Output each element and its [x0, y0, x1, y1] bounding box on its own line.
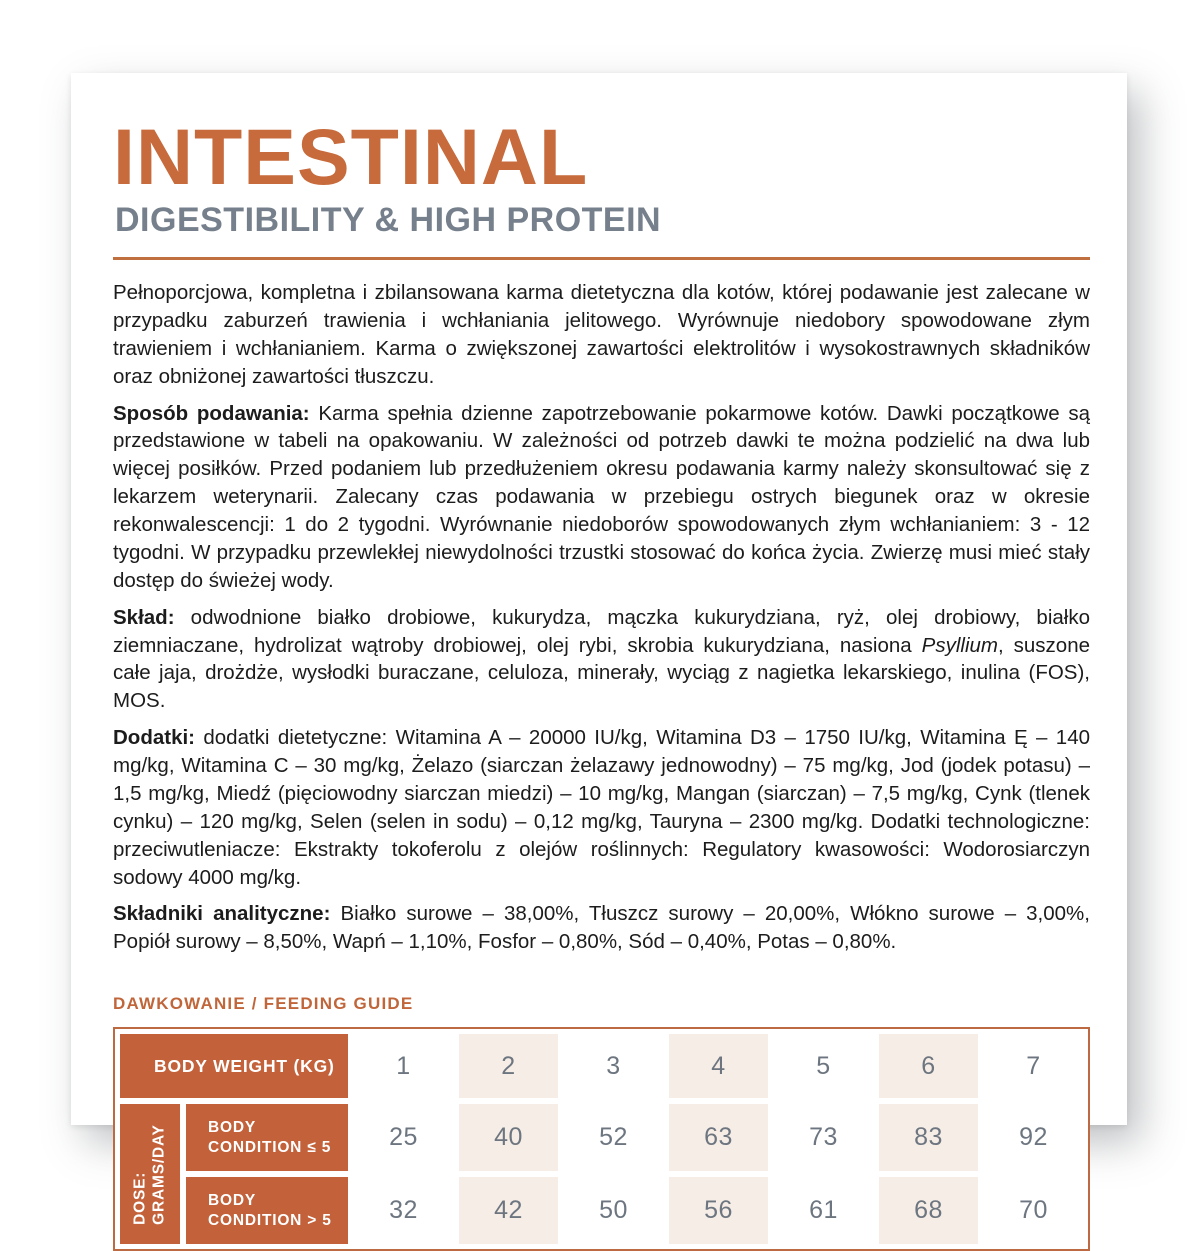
body-weight-header-cell: BODY WEIGHT (KG)	[120, 1034, 348, 1098]
analytical-paragraph: Składniki analityczne: Białko surowe – 38,00%, Tłuszcz surowy – 20,00%, Włókno surowe – 3,00%, Popiół surowy – 8,50%, Wapń – 1,10%, Fosfor – 0,80%, Sód – 0,40%, Potas – 0,80%.	[113, 902, 1090, 954]
feeding-method-paragraph: Sposób podawania: Karma spełnia dzienne zapotrzebowanie pokarmowe kotów. Dawki początkowe są przedstawione w tabeli na opakowaniu. W zależności od potrzeb dawki te można podzielić na dwa lub więcej posiłków. Przed podaniem lub przedłużeniem okresu podawania karmy należy skonsultować się z lekarzem weterynarii. Zalecany czas podawania w przebiegu ostrych biegunek oraz w okresie rekonwalescencji: 1 do 2 tygodni. Wyrównanie niedoborów spowodowanych złym wchłanianiem: 3 - 12 tygodni. W przypadku przewlekłej niewydolności trzustki stosować do końca życia. Zwierzę musi mieć stały dostęp do świeżej wody.	[113, 401, 1090, 592]
body-condition-gt5-cell: BODY CONDITION > 5	[186, 1177, 348, 1244]
dose-cell-value: 63	[669, 1104, 768, 1171]
dose-grams-day-label: DOSE: GRAMS/DAY	[131, 1123, 168, 1225]
dose-labels	[120, 1104, 348, 1244]
dose-cell-value: 68	[879, 1177, 978, 1244]
product-subtitle: DIGESTIBILITY & HIGH PROTEIN	[115, 201, 662, 239]
dose-row-gt5	[348, 1177, 1083, 1244]
feeding-guide-table	[113, 1027, 1090, 1251]
composition-paragraph: Skład: odwodnione białko drobiowe, kukurydza, mączka kukurydziana, ryż, olej drobiowy, białko ziemniaczane, hydrolizat wątroby drobiowej, olej rybi, skrobia kukurydziana, nasiona Psyllium, suszone całe jaja, drożdże, wysłodki buraczane, celuloza, minerały, wyciąg z nagietka lekarskiego, inulina (FOS), MOS.	[113, 605, 1090, 713]
dose-cell-value: 83	[879, 1104, 978, 1171]
intro-paragraph: Pełnoporcjowa, kompletna i zbilansowana karma dietetyczna dla kotów, której podawanie jest zalecane w przypadku zaburzeń trawienia i wchłaniania jelitowego. Wyrównuje niedobory spowodowane złym trawieniem i wchłanianiem. Karma o zwiększonej zawartości elektrolitów i wysokostrawnych składników oraz obniżonej zawartości tłuszczu.	[113, 281, 1090, 388]
dose-row-le5	[348, 1104, 1083, 1171]
composition-label: Skład:	[113, 605, 175, 629]
additives-paragraph: Dodatki: dodatki dietetyczne: Witamina A – 20000 IU/kg, Witamina D3 – 1750 IU/kg, Witamina Ę – 140 mg/kg, Witamina C – 30 mg/kg, Żelazo (siarczan żelazawy jednowodny) – 75 mg/kg, Jod (jodek potasu) – 1,5 mg/kg, Miedź (pięciowodny siarczan miedzi) – 10 mg/kg, Mangan (siarczan) – 7,5 mg/kg, Cynk (tlenek cynku) – 120 mg/kg, Selen (selen in sodu) – 0,12 mg/kg, Tauryna – 2300 mg/kg. Dodatki technologiczne: przeciwutleniacze: Ekstrakty tokoferolu z olejów roślinnych: Regulatory kwasowości: Wodorosiarczyn sodowy 4000 mg/kg.	[113, 726, 1090, 889]
analytical-label: Składniki analityczne:	[113, 902, 331, 926]
dose-cell-value: 40	[459, 1104, 558, 1171]
psyllium-italic: Psyllium	[921, 633, 998, 657]
title-divider	[113, 257, 1090, 260]
dose-values	[348, 1104, 1083, 1244]
condition-labels	[186, 1104, 348, 1244]
dose-cell-value: 52	[599, 1123, 628, 1152]
weight-cell: 4	[669, 1034, 768, 1098]
dose-cell-value: 61	[809, 1196, 838, 1225]
weight-cell: 1	[396, 1051, 411, 1080]
description-text	[113, 279, 1090, 956]
body-weight-row	[120, 1034, 1083, 1098]
dose-cell-value: 50	[599, 1196, 628, 1225]
dose-section	[120, 1104, 1083, 1244]
weight-values	[348, 1034, 1083, 1098]
dose-cell-value: 92	[1019, 1123, 1048, 1152]
weight-cell: 7	[1026, 1051, 1041, 1080]
dose-cell-value: 32	[389, 1196, 418, 1225]
label-card	[71, 73, 1127, 1229]
weight-cell: 5	[816, 1051, 831, 1080]
dose-cell-value: 73	[809, 1123, 838, 1152]
weight-cell: 2	[459, 1034, 558, 1098]
dose-cell-value: 42	[459, 1177, 558, 1244]
dose-grams-day-cell	[120, 1104, 180, 1244]
additives-label: Dodatki:	[113, 726, 195, 750]
body-condition-le5-cell: BODY CONDITION ≤ 5	[186, 1104, 348, 1171]
dose-cell-value: 56	[669, 1177, 768, 1244]
weight-cell: 3	[606, 1051, 621, 1080]
dose-cell-value: 70	[1019, 1196, 1048, 1225]
dose-cell-value: 25	[389, 1123, 418, 1152]
product-title: INTESTINAL	[113, 112, 589, 201]
weight-cell: 6	[879, 1034, 978, 1098]
feeding-guide-heading: DAWKOWANIE / FEEDING GUIDE	[113, 994, 414, 1014]
feeding-method-label: Sposób podawania:	[113, 401, 310, 425]
